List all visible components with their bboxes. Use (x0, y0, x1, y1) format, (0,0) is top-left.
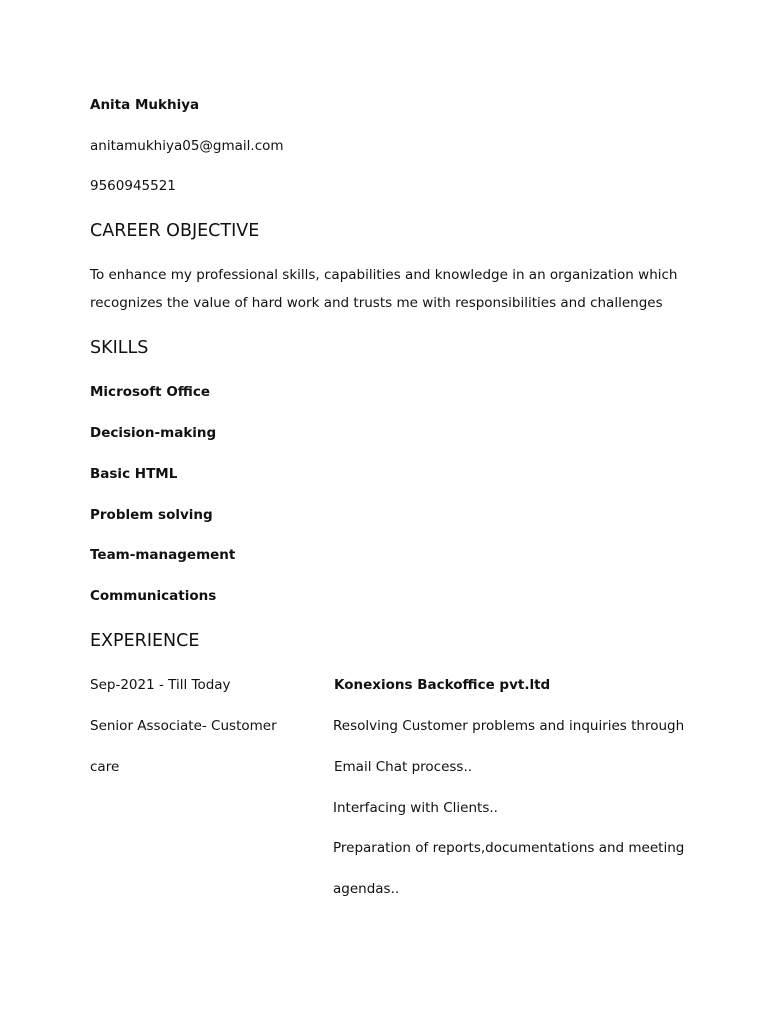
career-objective-heading: CAREER OBJECTIVE (90, 221, 260, 241)
duty-line: agendas.. (333, 881, 400, 897)
skill-item: Communications (90, 588, 217, 604)
skill-item: Team-management (90, 547, 236, 563)
duty-line: Email Chat process.. (334, 759, 473, 775)
skill-item: Microsoft Office (90, 384, 211, 400)
skill-item: Basic HTML (90, 466, 178, 482)
candidate-name: Anita Mukhiya (90, 97, 200, 113)
skill-item: Problem solving (90, 507, 213, 523)
skills-heading: SKILLS (90, 338, 149, 358)
objective-line: To enhance my professional skills, capabilities and knowledge in an organization which (90, 267, 678, 283)
duty-line: Interfacing with Clients.. (333, 800, 498, 816)
objective-line: recognizes the value of hard work and trusts me with responsibilities and challenges (90, 295, 663, 311)
duty-line: Preparation of reports,documentations and meeting (333, 840, 685, 856)
company-name: Konexions Backoffice pvt.ltd (334, 677, 551, 693)
email-address: anitamukhiya05@gmail.com (90, 138, 284, 154)
duty-line: Resolving Customer problems and inquiries through (333, 718, 685, 734)
skill-item: Decision-making (90, 425, 217, 441)
job-title-line: care (90, 759, 120, 775)
job-title-line: Senior Associate- Customer (90, 718, 277, 734)
experience-heading: EXPERIENCE (90, 631, 200, 651)
experience-period: Sep-2021 - Till Today (90, 677, 231, 693)
phone-number: 9560945521 (90, 178, 176, 194)
